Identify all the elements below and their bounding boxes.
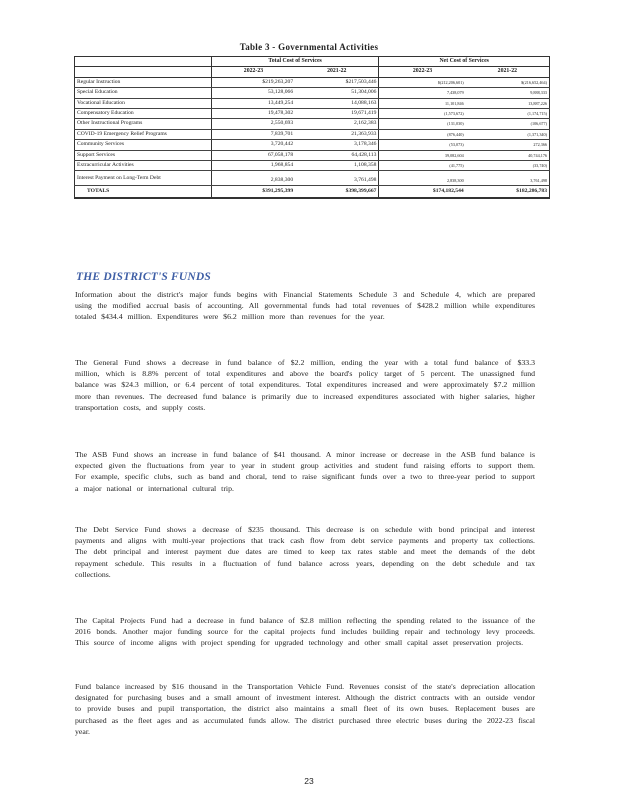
- cell: 1,968,854: [211, 161, 295, 171]
- cell: $(212,206,601): [379, 77, 466, 87]
- cell: (1,573,672): [379, 109, 466, 119]
- cell: (1,371,340): [466, 129, 550, 139]
- paragraph: The Capital Projects Fund had a decrease in fund balance of $2.8 million reflecting the spending related to the issuance of the 2016 bonds. Another major funding source for the capital projects fund includes building repair and technology levy proceeds. This source of income aligns with project spending for upgraded technology and other small capital asset preservation projects.: [75, 616, 535, 648]
- total-cost-header: Total Cost of Services: [211, 57, 379, 67]
- cell: 1,108,358: [295, 161, 379, 171]
- cell: $(216,652,464): [466, 77, 550, 87]
- cell: (131,030): [379, 119, 466, 129]
- cell: (33,740): [466, 161, 550, 171]
- paragraph: Information about the district's major funds begins with Financial Statements Schedule 3 and Schedule 4, which are prepared using the modified accrual basis of accounting. All governmental funds had total revenues of $428.2 million while expenditures totaled $434.4 million. Expenditures were $6.2 million more than revenues for the year.: [75, 290, 535, 322]
- row-label: Other Instructional Programs: [75, 119, 212, 129]
- cell: 9,888,333: [466, 88, 550, 98]
- row-label: Community Services: [75, 140, 212, 150]
- cell: (53,073): [379, 140, 466, 150]
- cell: 13,449,254: [211, 98, 295, 108]
- row-label: Vocational Education: [75, 98, 212, 108]
- row-label: COVID-19 Emergency Relief Programs: [75, 129, 212, 139]
- year-header: 2022-23: [211, 67, 295, 77]
- cell: 53,128,066: [211, 88, 295, 98]
- year-header: 2021-22: [295, 67, 379, 77]
- year-header: 2022-23: [379, 67, 466, 77]
- year-header: 2021-22: [466, 67, 550, 77]
- cell: $398,399,667: [295, 186, 379, 199]
- table-row: [75, 161, 550, 171]
- cell: (41,775): [379, 161, 466, 171]
- cell: 21,363,933: [295, 129, 379, 139]
- totals-row: [75, 186, 550, 199]
- cell: 2,550,693: [211, 119, 295, 129]
- cell: 272,366: [466, 140, 550, 150]
- cell: (1,174,715): [466, 109, 550, 119]
- table-row: [75, 77, 550, 87]
- paragraph: The Debt Service Fund shows a decrease of $235 thousand. This decrease is on schedule with bond principal and interest payments and aligns with multi-year projections that track cash flow from debt service payments and property tax collections. The debt principal and interest payment due dates are timed to keep tax rates stable and meet the demands of the debt repayment schedule. This results in a fluctuation of fund balance across years, depending on the debt schedule and tax collections.: [75, 525, 535, 579]
- cell: 3,761,498: [466, 171, 550, 186]
- cell: 3,720,442: [211, 140, 295, 150]
- cell: $391,295,399: [211, 186, 295, 199]
- row-label: Regular Instruction: [75, 77, 212, 87]
- table-row: [75, 98, 550, 108]
- cell: 19,478,302: [211, 109, 295, 119]
- table-row: [75, 88, 550, 98]
- table-row: [75, 171, 550, 186]
- row-label: Extracurricular Activities: [75, 161, 212, 171]
- cell: 2,838,300: [379, 171, 466, 186]
- governmental-activities-table: [74, 56, 550, 199]
- paragraph: Fund balance increased by $16 thousand in the Transportation Vehicle Fund. Revenues consist of the state's depreciation allocation designated for purchasing buses and a small amount of investment interest. Although the district contracts with an outside vendor to provide buses and pupil transportation, the district also maintains a small fleet of its own buses. Replacement buses are purchased as the fleet ages and as accumulated funds allow. The district purchased three electric buses during the 2022-23 fiscal year.: [75, 682, 535, 736]
- cell: 13,887,226: [466, 98, 550, 108]
- table-row: [75, 129, 550, 139]
- cell: 2,162,383: [295, 119, 379, 129]
- cell: $182,286,783: [466, 186, 550, 199]
- cell: $219,263,207: [211, 77, 295, 87]
- cell: 3,761,498: [295, 171, 379, 186]
- page-number: 23: [304, 776, 314, 786]
- cell: 7,839,701: [211, 129, 295, 139]
- net-cost-header: Net Cost of Services: [379, 57, 550, 67]
- cell: $174,182,544: [379, 186, 466, 199]
- table-title: Table 3 - Governmental Activities: [239, 42, 379, 52]
- section-heading: THE DISTRICT'S FUNDS: [76, 271, 212, 283]
- table-row: [75, 119, 550, 129]
- cell: 3,178,346: [295, 140, 379, 150]
- cell: 14,088,163: [295, 98, 379, 108]
- cell: 19,671,419: [295, 109, 379, 119]
- table-row: [75, 150, 550, 160]
- cell: 51,304,006: [295, 88, 379, 98]
- table-row: [75, 109, 550, 119]
- cell: 7,438,079: [379, 88, 466, 98]
- cell: (876,440): [379, 129, 466, 139]
- table-row: [75, 140, 550, 150]
- cell: 40,744,176: [466, 150, 550, 160]
- row-label: Support Services: [75, 150, 212, 160]
- cell: (106,677): [466, 119, 550, 129]
- cell: 2,838,300: [211, 171, 295, 186]
- row-label: Interest Payment on Long-Term Debt: [75, 171, 212, 186]
- totals-label: TOTALS: [75, 186, 212, 199]
- cell: 39,082,604: [379, 150, 466, 160]
- paragraph: The General Fund shows a decrease in fund balance of $2.2 million, ending the year with a total fund balance of $33.3 million, which is 8.8% percent of total expenditures and above the board's policy target of 5 percent. The unassigned fund balance was $24.3 million, or 6.4 percent of total expenditures. Total expenditures increased and were approximately $7.2 million more than revenues. The decreased fund balance is primarily due to increased expenditures associated with higher salaries, higher transportation costs, and supply costs.: [75, 358, 535, 412]
- cell: $217,503,446: [295, 77, 379, 87]
- paragraph: The ASB Fund shows an increase in fund balance of $41 thousand. A minor increase or decrease in the ASB fund balance is expected given the fluctuations from year to year in student group activities and student fund raising efforts to support them. For example, specific clubs, such as band and choral, tend to raise significant funds over a two to three-year period to support a major national or international cultural trip.: [75, 450, 535, 493]
- cell: 67,058,178: [211, 150, 295, 160]
- cell: 11,101,846: [379, 98, 466, 108]
- row-label: Compensatory Education: [75, 109, 212, 119]
- cell: 64,428,113: [295, 150, 379, 160]
- row-label: Special Education: [75, 88, 212, 98]
